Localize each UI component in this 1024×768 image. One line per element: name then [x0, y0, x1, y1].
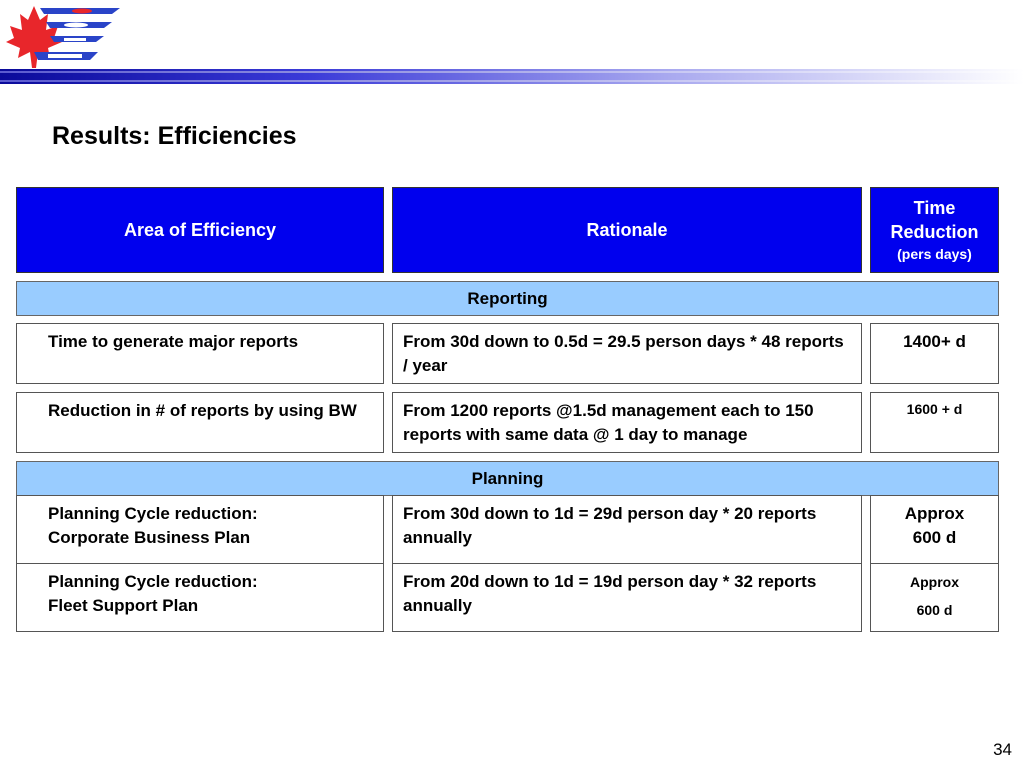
page-title: Results: Efficiencies	[52, 122, 297, 150]
header-time-label: Time	[913, 198, 956, 218]
row-2-time-reduction: 1600 + d	[870, 392, 999, 453]
row-3-rationale: From 30d down to 1d = 29d person day * 20 reports annually	[392, 495, 862, 564]
section-planning: Planning	[16, 461, 999, 496]
row-2-area: Reduction in # of reports by using BW	[16, 392, 384, 453]
row-3-time-reduction: Approx 600 d	[870, 495, 999, 564]
section-reporting: Reporting	[16, 281, 999, 316]
row-1-time-reduction: 1400+ d	[870, 323, 999, 384]
header-area-of-efficiency: Area of Efficiency	[16, 187, 384, 273]
row-4-time-reduction: Approx 600 d	[870, 563, 999, 632]
header-reduction-label: Reduction	[890, 222, 979, 242]
canadian-forces-logo-icon	[4, 2, 124, 72]
row-2-rationale: From 1200 reports @1.5d management each to 150 reports with same data @ 1 day to manage	[392, 392, 862, 453]
header-gradient-rule	[0, 69, 1024, 84]
page-number: 34	[993, 740, 1012, 759]
row-4-area: Planning Cycle reduction: Fleet Support Plan	[16, 563, 384, 632]
header-rationale: Rationale	[392, 187, 862, 273]
row-1-rationale: From 30d down to 0.5d = 29.5 person days * 48 reports / year	[392, 323, 862, 384]
header-units-label: (pers days)	[897, 246, 972, 262]
header-time-reduction	[870, 187, 999, 273]
row-3-area: Planning Cycle reduction: Corporate Business Plan	[16, 495, 384, 564]
row-1-area: Time to generate major reports	[16, 323, 384, 384]
row-4-rationale: From 20d down to 1d = 19d person day * 32 reports annually	[392, 563, 862, 632]
